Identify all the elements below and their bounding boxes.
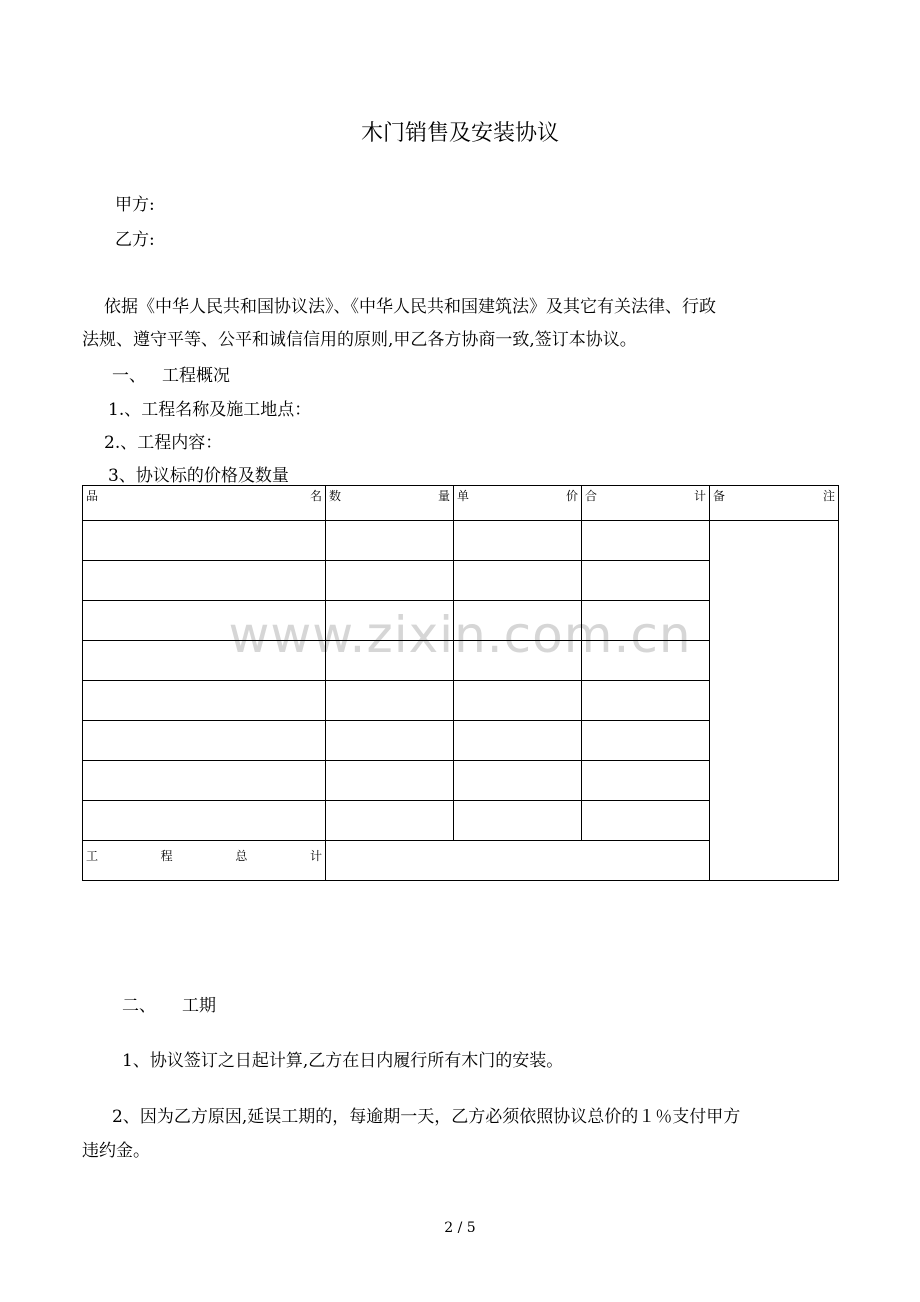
subtotal-cell[interactable]	[582, 521, 710, 561]
intro-line-1: 依据《中华人民共和国协议法》、《中华人民共和国建筑法》及其它有关法律、行政	[104, 297, 716, 317]
quantity-cell[interactable]	[326, 601, 454, 641]
product-cell[interactable]	[83, 801, 326, 841]
header-unit-price: 单 价	[454, 486, 582, 521]
quantity-cell[interactable]	[326, 521, 454, 561]
product-cell[interactable]	[83, 521, 326, 561]
header-remarks: 备 注	[710, 486, 839, 521]
intro-line-2: 法规、遵守平等、公平和诚信信用的原则,甲乙各方协商一致,签订本协议。	[82, 330, 637, 350]
product-cell[interactable]	[83, 641, 326, 681]
quantity-cell[interactable]	[326, 721, 454, 761]
unit-price-cell[interactable]	[454, 641, 582, 681]
party-b-label: 乙方:	[115, 230, 155, 250]
product-cell[interactable]	[83, 721, 326, 761]
item-1: 1.、工程名称及施工地点：	[108, 400, 312, 420]
item-3: 3、协议标的价格及数量	[108, 466, 289, 486]
quantity-cell[interactable]	[326, 641, 454, 681]
total-label-cell: 工 程 总 计	[83, 841, 326, 881]
document-title: 木门销售及安装协议	[360, 121, 559, 146]
remarks-cell[interactable]	[710, 521, 839, 881]
page-number: 2 / 5	[444, 1220, 476, 1236]
unit-price-cell[interactable]	[454, 561, 582, 601]
unit-price-cell[interactable]	[454, 681, 582, 721]
header-quantity: 数 量	[326, 486, 454, 521]
header-product-name: 品 名	[83, 486, 326, 521]
section-2-number: 二、	[122, 996, 156, 1016]
subtotal-cell[interactable]	[582, 761, 710, 801]
section-2-heading: 工期	[182, 996, 216, 1016]
term-2-line-2: 违约金。	[82, 1141, 150, 1161]
party-a-label: 甲方:	[115, 195, 155, 215]
section-1-number: 一、	[112, 366, 146, 386]
unit-price-cell[interactable]	[454, 801, 582, 841]
unit-price-cell[interactable]	[454, 721, 582, 761]
product-cell[interactable]	[83, 561, 326, 601]
unit-price-cell[interactable]	[454, 761, 582, 801]
subtotal-cell[interactable]	[582, 641, 710, 681]
quantity-cell[interactable]	[326, 761, 454, 801]
product-cell[interactable]	[83, 681, 326, 721]
unit-price-cell[interactable]	[454, 601, 582, 641]
item-2: 2.、工程内容：	[104, 433, 223, 453]
quantity-cell[interactable]	[326, 561, 454, 601]
total-value-cell[interactable]	[326, 841, 710, 881]
term-1: 1、协议签订之日起计算,乙方在日内履行所有木门的安装。	[122, 1051, 564, 1071]
subtotal-cell[interactable]	[582, 601, 710, 641]
subtotal-cell[interactable]	[582, 681, 710, 721]
subtotal-cell[interactable]	[582, 801, 710, 841]
quantity-cell[interactable]	[326, 681, 454, 721]
product-cell[interactable]	[83, 601, 326, 641]
product-cell[interactable]	[83, 761, 326, 801]
subtotal-cell[interactable]	[582, 561, 710, 601]
unit-price-cell[interactable]	[454, 521, 582, 561]
watermark: www.zixin.com.cn	[228, 606, 692, 664]
table-row	[83, 521, 839, 561]
header-subtotal: 合 计	[582, 486, 710, 521]
quantity-cell[interactable]	[326, 801, 454, 841]
section-1-heading: 工程概况	[162, 366, 230, 386]
goods-table	[82, 485, 839, 881]
term-2-line-1: 2、因为乙方原因,延误工期的，每逾期一天，乙方必须依照协议总价的１％支付甲方	[112, 1107, 741, 1127]
table-header-row	[83, 486, 839, 521]
subtotal-cell[interactable]	[582, 721, 710, 761]
